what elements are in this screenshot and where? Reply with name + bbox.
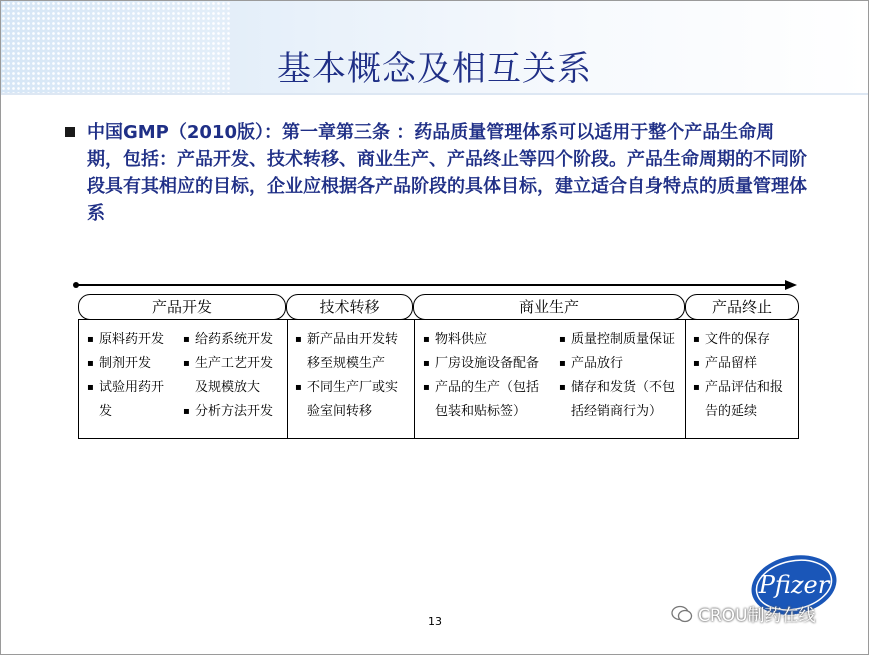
- lifecycle-diagram: [73, 277, 801, 467]
- header-divider: [1, 93, 868, 95]
- list-transfer: [295, 328, 407, 424]
- body-paragraph: 中国GMP（2010版）：第一章第三条 ：药品质量管理体系可以适用于整个产品生命周期，包括：产品开发、技术转移、商业生产、产品终止等四个阶段。产品生命周期的不同阶段具有其相应的目标，企业应根据各产品阶段的具体目标，建立适合自身特点的质量管理体系: [87, 122, 807, 224]
- list-item: ▪ 储存和发货（不包括经销商行为）: [559, 376, 681, 424]
- list-commercial-a: [423, 328, 543, 424]
- phase-content-box: [78, 319, 799, 439]
- bullet-square-icon: [65, 127, 75, 137]
- list-item: ▪ 生产工艺开发及规模放大: [183, 352, 283, 400]
- wechat-icon: [671, 605, 693, 623]
- phase-header-transfer: 技术转移: [286, 294, 413, 320]
- list-dev-b: [183, 328, 283, 424]
- phase-header-commercial: 商业生产: [413, 294, 685, 320]
- watermark-text: CROU制药在线: [698, 606, 816, 626]
- list-item: ▪ 分析方法开发: [183, 400, 283, 424]
- column-divider: [414, 320, 415, 438]
- slide-title: 基本概念及相互关系: [277, 49, 592, 89]
- list-item: ▪ 新产品由开发转移至规模生产: [295, 328, 407, 376]
- list-item: ▪ 制剂开发: [87, 352, 173, 376]
- list-item: ▪ 文件的保存: [693, 328, 793, 352]
- list-item: ▪ 产品评估和报告的延续: [693, 376, 793, 424]
- list-item: ▪ 厂房设施设备配备: [423, 352, 543, 376]
- list-item: ▪ 产品的生产（包括包装和贴标签）: [423, 376, 543, 424]
- list-commercial-b: [559, 328, 681, 424]
- timeline-arrowhead-icon: [785, 280, 797, 290]
- phase-header-termination: 产品终止: [685, 294, 799, 320]
- column-divider: [287, 320, 288, 438]
- list-item: ▪ 给药系统开发: [183, 328, 283, 352]
- list-termination: [693, 328, 793, 424]
- list-item: ▪ 原料药开发: [87, 328, 173, 352]
- column-divider: [685, 320, 686, 438]
- timeline-arrow-line: [76, 284, 786, 286]
- page-number: 13: [428, 615, 442, 628]
- list-item: ▪ 质量控制质量保证: [559, 328, 681, 352]
- logo-text: Pfizer: [758, 571, 830, 599]
- list-item: ▪ 产品放行: [559, 352, 681, 376]
- list-item: ▪ 产品留样: [693, 352, 793, 376]
- list-dev-a: [87, 328, 173, 424]
- list-item: ▪ 试验用药开发: [87, 376, 173, 424]
- list-item: ▪ 不同生产厂或实验室间转移: [295, 376, 407, 424]
- phase-header-development: 产品开发: [78, 294, 286, 320]
- list-item: ▪ 物料供应: [423, 328, 543, 352]
